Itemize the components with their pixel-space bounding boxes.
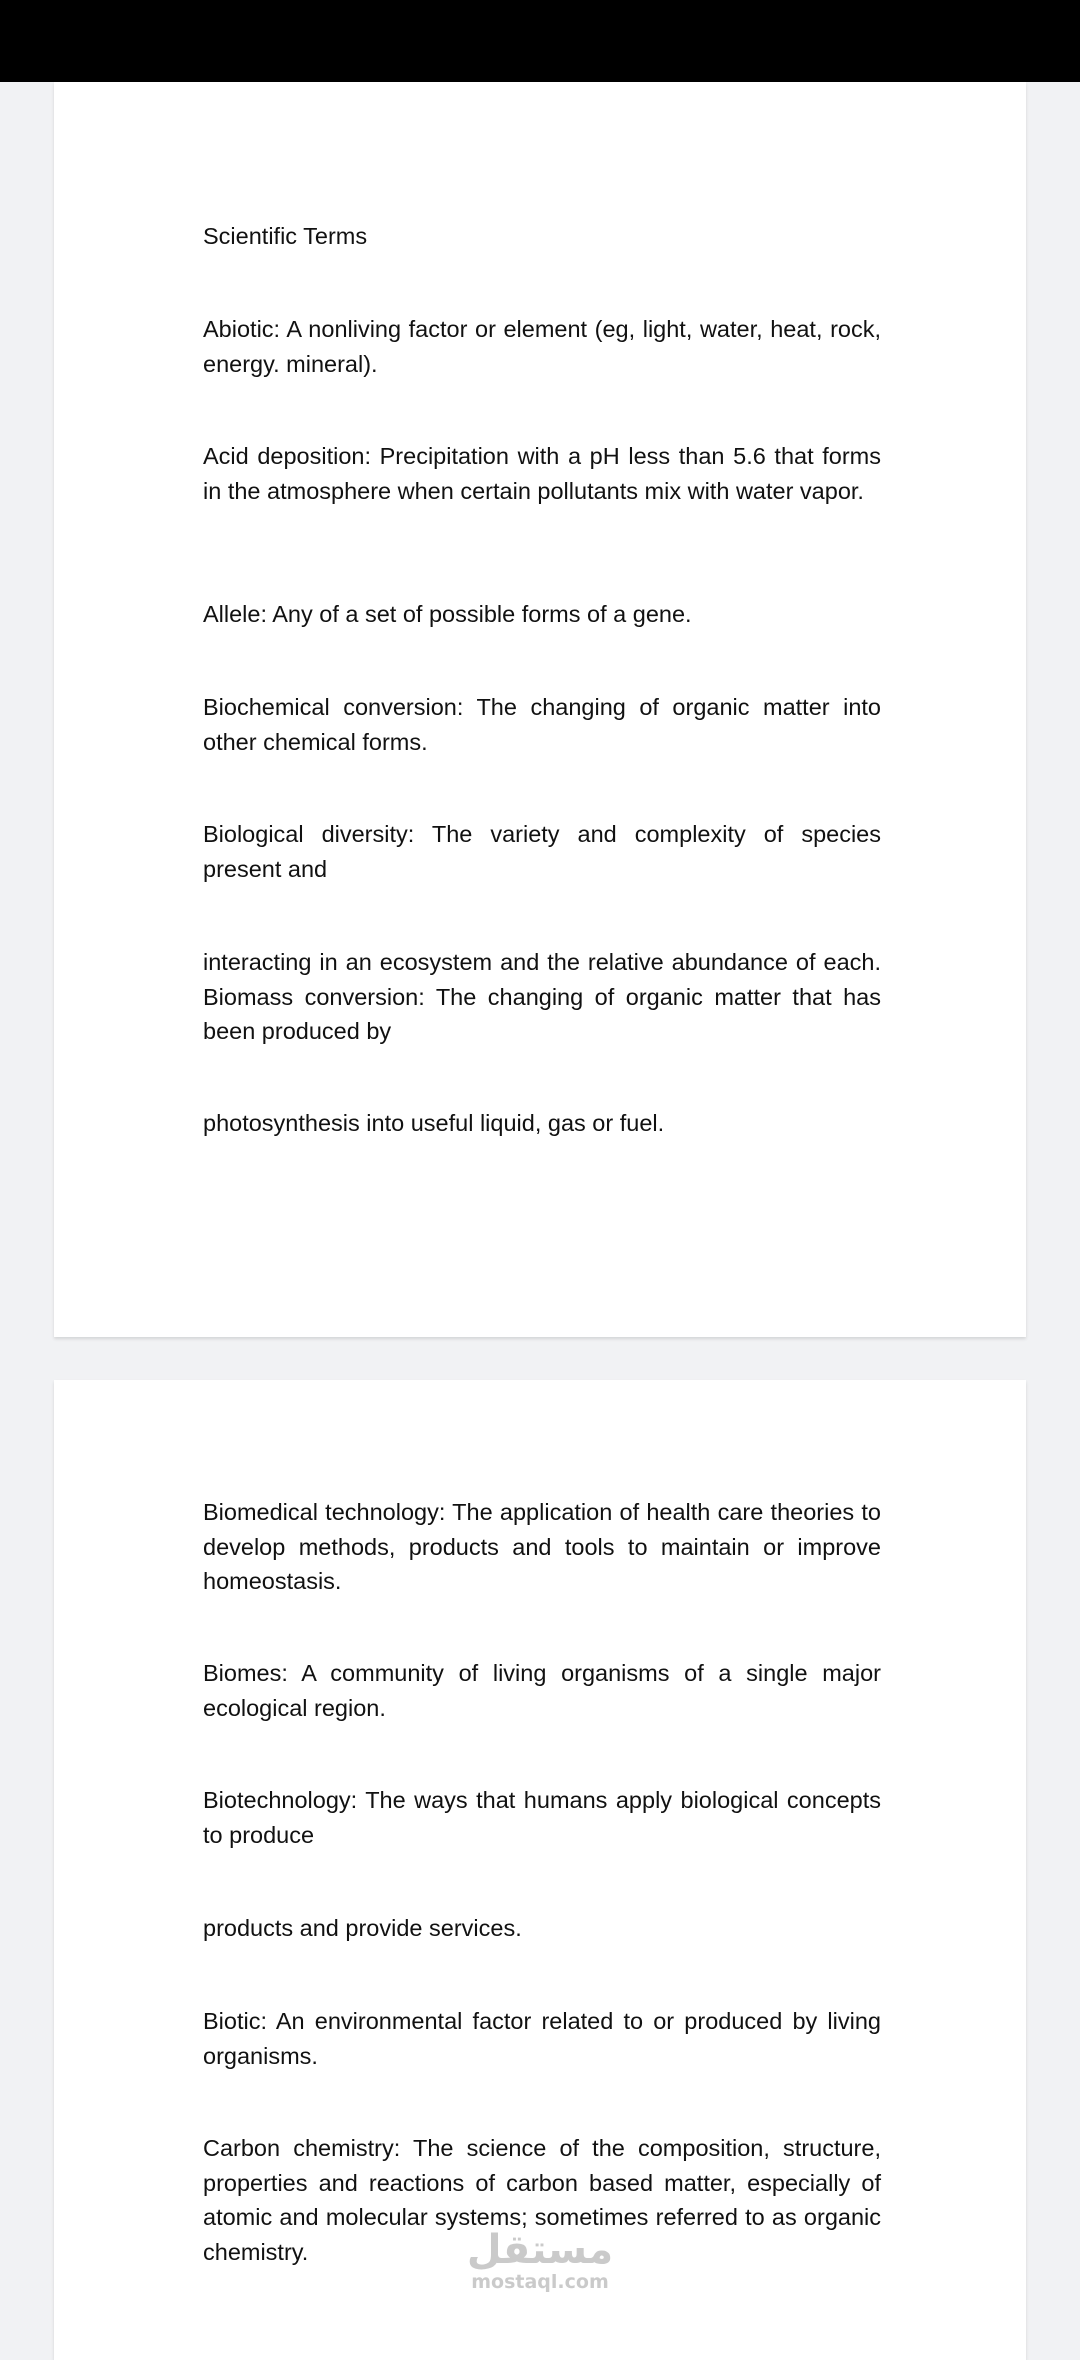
document-heading: Scientific Terms — [203, 223, 368, 249]
term-acid-deposition: Acid deposition: Precipitation with a pH less than 5.6 that forms in the atmosphere when certain pollutants mix with water vapor. — [203, 443, 881, 504]
term-allele: Allele: Any of a set of possible forms of a gene. — [203, 601, 692, 627]
term-photosynthesis-continuation: photosynthesis into useful liquid, gas or fuel. — [203, 1110, 665, 1136]
term-biotic: Biotic: An environmental factor related to or produced by living organisms. — [203, 2008, 881, 2069]
document-page-2[interactable] — [54, 1380, 1026, 2360]
term-biochemical-conversion: Biochemical conversion: The changing of organic matter into other chemical forms. — [203, 694, 881, 755]
document-page-1[interactable] — [54, 82, 1026, 1337]
watermark-arabic-text: مستقل — [466, 2227, 614, 2273]
term-abiotic: Abiotic: A nonliving factor or element (eg, light, water, heat, rock, energy. mineral). — [203, 316, 881, 377]
term-biotechnology: Biotechnology: The ways that humans apply biological concepts to produce — [203, 1787, 881, 1848]
term-biological-diversity: Biological diversity: The variety and complexity of species present and — [203, 821, 881, 882]
term-carbon-chemistry: Carbon chemistry: The science of the composition, structure, properties and reactions of carbon based matter, especially of atomic and molecular systems; sometimes referred to as organic chemistry. — [203, 2135, 881, 2265]
watermark-latin-text: mostaql.com — [471, 2271, 609, 2293]
term-biomass-conversion: interacting in an ecosystem and the relative abundance of each. Biomass conversion: The changing of organic matter that has been produced by — [203, 949, 881, 1044]
term-biomes: Biomes: A community of living organisms of a single major ecological region. — [203, 1660, 881, 1721]
status-bar — [0, 0, 1080, 82]
term-biomedical-technology: Biomedical technology: The application of health care theories to develop methods, products and tools to maintain or improve homeostasis. — [203, 1499, 881, 1594]
mostaql-watermark-logo — [0, 2228, 1080, 2292]
term-products-continuation: products and provide services. — [203, 1915, 522, 1941]
